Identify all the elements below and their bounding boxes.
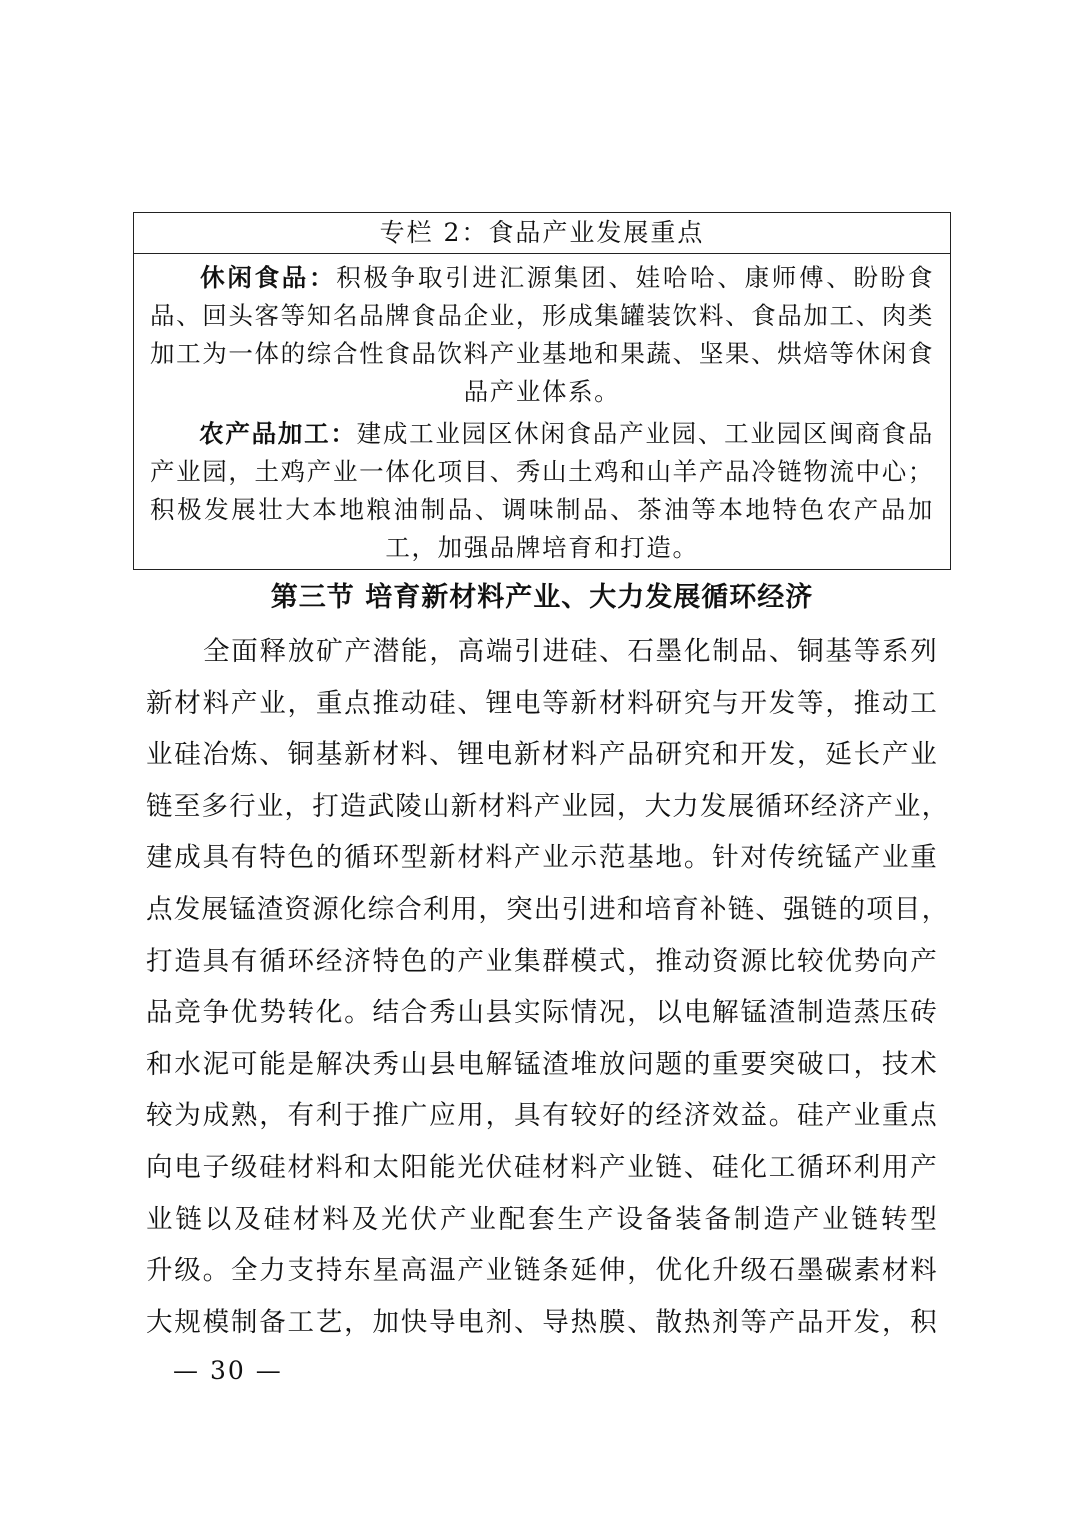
column-item-lead: 农产品加工：	[199, 419, 357, 448]
body-line: 业硅冶炼、铜基新材料、锂电新材料产品研究和开发，延长产业	[146, 739, 938, 771]
body-line: 大规模制备工艺，加快导电剂、导热膜、散热剂等产品开发，积	[146, 1306, 938, 1338]
column-item-agri-processing	[134, 415, 950, 567]
column-header: 专栏 2：食品产业发展重点	[134, 213, 950, 254]
section-title: 第三节 培育新材料产业、大力发展循环经济	[270, 582, 814, 613]
food-industry-column-box	[133, 212, 951, 570]
body-line: 升级。全力支持东星高温产业链条延伸，优化升级石墨碳素材料	[146, 1255, 938, 1287]
body-line: 和水泥可能是解决秀山县电解锰渣堆放问题的重要突破口，技术	[146, 1048, 938, 1080]
column-item-leisure-food	[134, 259, 950, 411]
body-line: 向电子级硅材料和太阳能光伏硅材料产业链、硅化工循环利用产	[146, 1151, 938, 1183]
body-line: 打造具有循环经济特色的产业集群模式，推动资源比较优势向产	[146, 945, 938, 977]
body-line: 建成具有特色的循环型新材料产业示范基地。针对传统锰产业重	[146, 842, 938, 874]
column-item-text: 积极争取引进汇源集团、娃哈哈、康师傅、盼盼食品、回头客等知名品牌食品企业，形成集罐装饮料、食品加工、肉类加工为一体的综合性食品饮料产业基地和果蔬、坚果、烘焙等休闲食品产业体系。	[150, 263, 934, 406]
body-paragraph	[146, 626, 950, 1348]
body-line: 点发展锰渣资源化综合利用，突出引进和培育补链、强链的项目，	[146, 893, 950, 925]
column-item-text: 建成工业园区休闲食品产业园、工业园区闽商食品产业园，土鸡产业一体化项目、秀山土鸡和山羊产品冷链物流中心；积极发展壮大本地粮油制品、调味制品、茶油等本地特色农产品加工，加强品牌培育和打造。	[150, 419, 934, 562]
body-line: 链至多行业，打造武陵山新材料产业园，大力发展循环经济产业，	[146, 790, 950, 822]
body-line: 业链以及硅材料及光伏产业配套生产设备装备制造产业链转型	[146, 1203, 938, 1235]
column-item-lead: 休闲食品：	[199, 263, 337, 292]
body-line: 新材料产业，重点推动硅、锂电等新材料研究与开发等，推动工	[146, 687, 938, 719]
body-line: 较为成熟，有利于推广应用，具有较好的经济效益。硅产业重点	[146, 1100, 938, 1132]
page-number: — 30 —	[173, 1356, 283, 1385]
body-line: 品竞争优势转化。结合秀山县实际情况，以电解锰渣制造蒸压砖	[146, 997, 938, 1029]
body-line: 全面释放矿产潜能，高端引进硅、石墨化制品、铜基等系列	[203, 636, 938, 667]
